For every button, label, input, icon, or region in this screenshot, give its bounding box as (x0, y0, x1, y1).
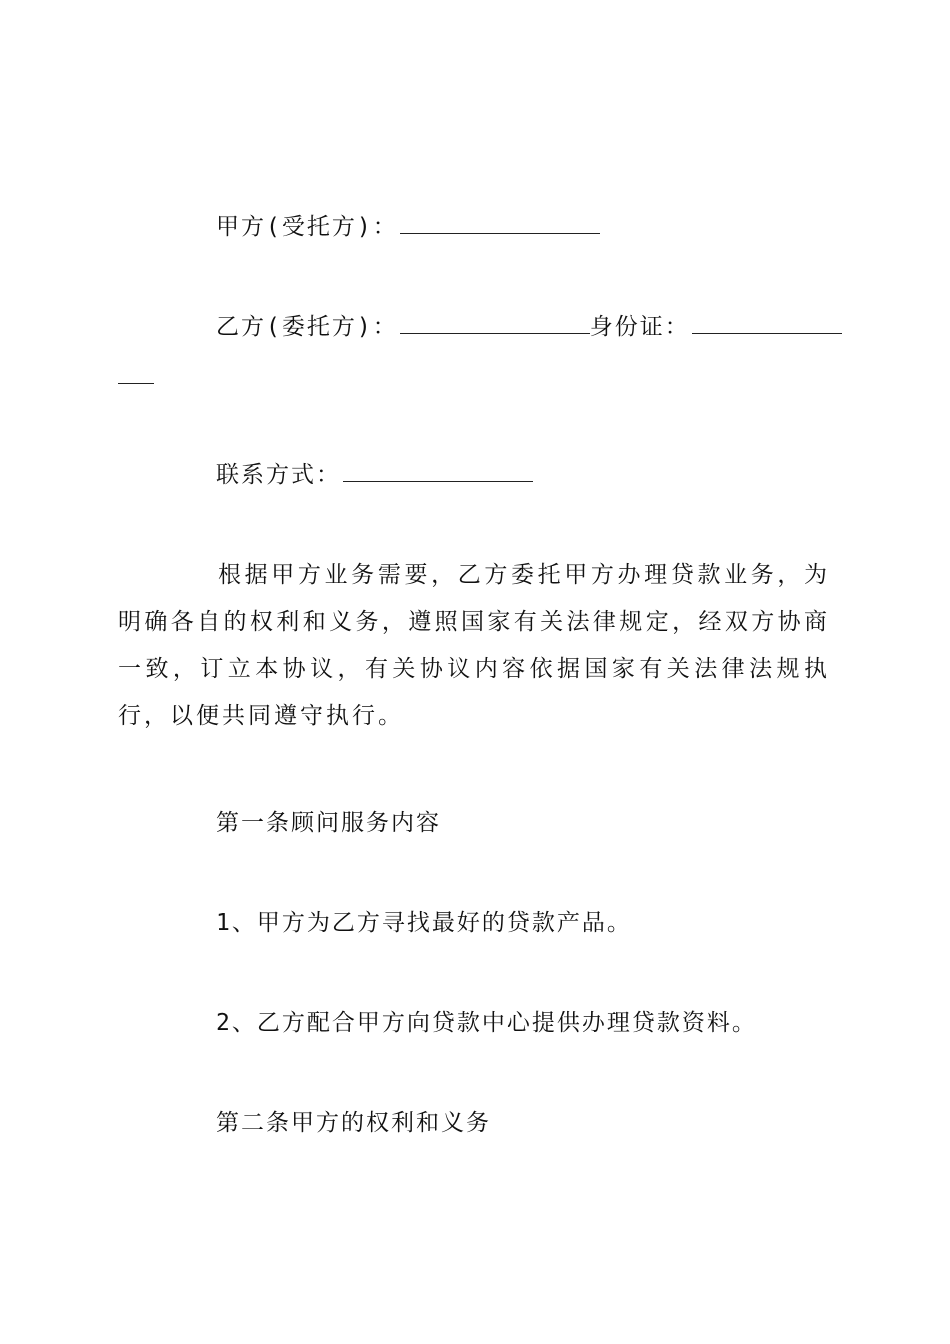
party-b-id-continuation (118, 362, 154, 392)
party-b-label: 乙方(委托方)： (216, 314, 398, 340)
party-b-line (216, 312, 842, 342)
article-1-title: 第一条顾问服务内容 (216, 810, 441, 836)
party-a-blank (400, 213, 600, 234)
party-b-blank (400, 313, 590, 334)
party-a-label: 甲方(受托方)： (216, 214, 398, 240)
party-a-line (216, 212, 600, 242)
party-b-id-blank (692, 313, 842, 334)
contact-blank (343, 461, 533, 482)
contact-line (216, 460, 533, 490)
article-1-item-1: 1、甲方为乙方寻找最好的贷款产品。 (216, 910, 632, 936)
article-2-title: 第二条甲方的权利和义务 (216, 1110, 491, 1136)
preamble-paragraph: 根据甲方业务需要，乙方委托甲方办理贷款业务，为明确各自的权利和义务，遵照国家有关法律规定，经双方协商一致，订立本协议，有关协议内容依据国家有关法律法规执行，以便共同遵守执行。 (118, 562, 830, 729)
party-b-id-label: 身份证： (589, 314, 690, 340)
party-b-id-blank-cont (118, 363, 154, 384)
article-1-item-2: 2、乙方配合甲方向贷款中心提供办理贷款资料。 (216, 1010, 757, 1036)
contact-label: 联系方式： (216, 462, 341, 488)
